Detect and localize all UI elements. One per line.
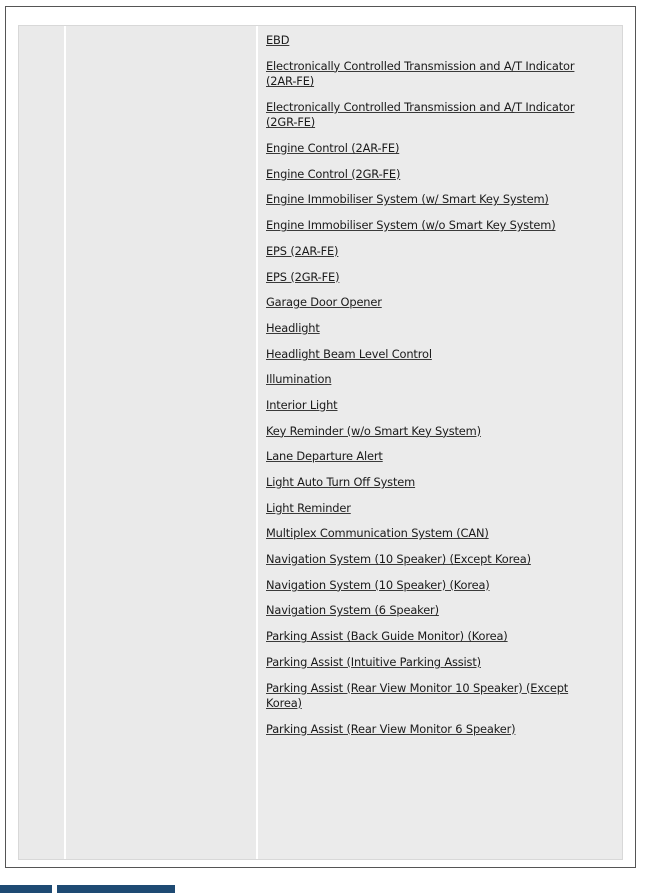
link-immobiliser-smart-key[interactable]: Engine Immobiliser System (w/ Smart Key System)	[266, 192, 549, 207]
footer-tab[interactable]	[57, 885, 175, 893]
link-interior-light[interactable]: Interior Light	[266, 397, 338, 412]
link-key-reminder[interactable]: Key Reminder (w/o Smart Key System)	[266, 423, 481, 438]
link-nav-6[interactable]: Navigation System (6 Speaker)	[266, 603, 439, 618]
link-lane-departure-alert[interactable]: Lane Departure Alert	[266, 449, 383, 464]
link-immobiliser-no-smart-key[interactable]: Engine Immobiliser System (w/o Smart Key System)	[266, 218, 556, 233]
link-parking-rear-view-10[interactable]: Parking Assist (Rear View Monitor 10 Speaker) (Except Korea)	[266, 680, 569, 710]
footer-tab[interactable]	[0, 885, 52, 893]
link-engine-control-2ar-fe[interactable]: Engine Control (2AR-FE)	[266, 141, 400, 156]
link-illumination[interactable]: Illumination	[266, 372, 332, 387]
link-eps-2ar-fe[interactable]: EPS (2AR-FE)	[266, 243, 339, 258]
link-eps-2gr-fe[interactable]: EPS (2GR-FE)	[266, 269, 340, 284]
table-row	[18, 25, 623, 860]
link-engine-control-2gr-fe[interactable]: Engine Control (2GR-FE)	[266, 166, 401, 181]
link-headlight[interactable]: Headlight	[266, 320, 320, 335]
link-nav-10-except-korea[interactable]: Navigation System (10 Speaker) (Except Korea)	[266, 552, 531, 567]
link-parking-rear-view-6[interactable]: Parking Assist (Rear View Monitor 6 Speaker)	[266, 721, 516, 736]
link-parking-back-guide[interactable]: Parking Assist (Back Guide Monitor) (Korea)	[266, 629, 508, 644]
table-cell-empty-1	[19, 26, 66, 859]
link-light-auto-turn-off[interactable]: Light Auto Turn Off System	[266, 475, 416, 489]
link-list	[266, 33, 614, 737]
link-ect-2gr-fe[interactable]: Electronically Controlled Transmission and A/T Indicator (2GR-FE)	[266, 99, 575, 130]
link-parking-intuitive[interactable]: Parking Assist (Intuitive Parking Assist)	[266, 654, 481, 669]
link-ebd[interactable]: EBD	[266, 33, 290, 47]
table-cell-empty-2	[66, 26, 258, 859]
link-headlight-beam-level[interactable]: Headlight Beam Level Control	[266, 346, 432, 361]
link-ect-2ar-fe[interactable]: Electronically Controlled Transmission and A/T Indicator (2AR-FE)	[266, 58, 575, 89]
page-frame	[5, 6, 636, 868]
link-nav-10-korea[interactable]: Navigation System (10 Speaker) (Korea)	[266, 577, 490, 592]
link-light-reminder[interactable]: Light Reminder	[266, 500, 351, 515]
link-multiplex-can[interactable]: Multiplex Communication System (CAN)	[266, 526, 489, 541]
table-cell-links	[258, 26, 622, 859]
link-garage-door-opener[interactable]: Garage Door Opener	[266, 295, 382, 310]
